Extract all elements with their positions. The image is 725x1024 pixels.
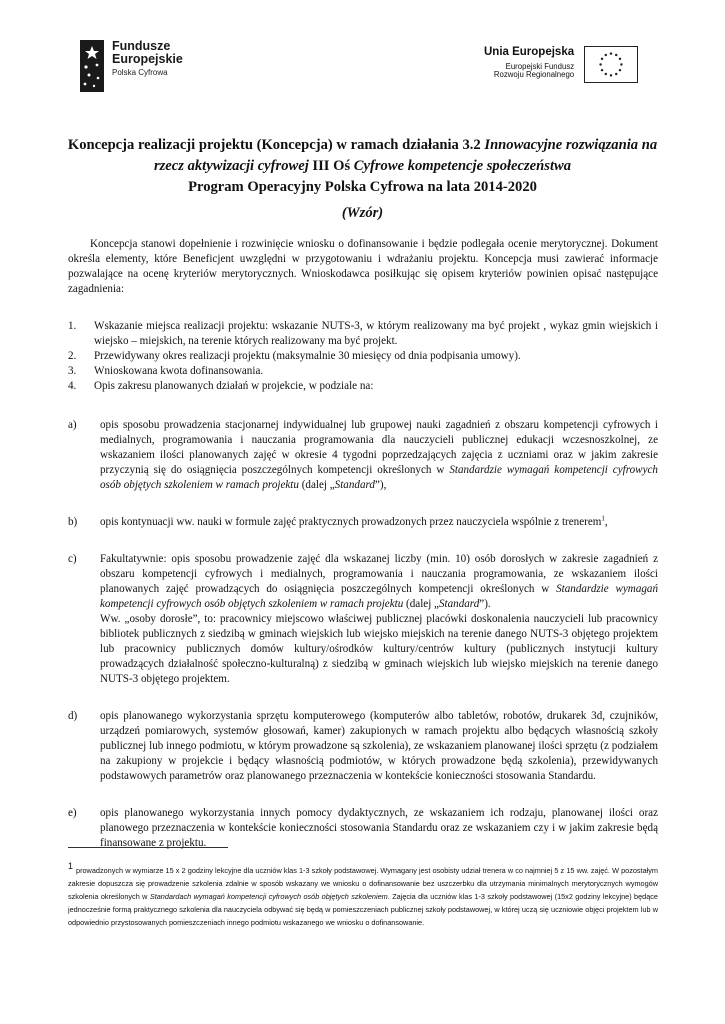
footnote-text: . Zajęcia dla uczniów klas 1-3 szkoły podstawowej (15x2 godziny lekcyjne) będące jednocześnie formą praktycznego szkolenia dla nauczyciela odbywać się będą w pomieszczeniach publicznej szkoły podstawowej, w której uczą się uczniowie objęci projektem lub w odpowiednio przystosowanych pomieszczeniach innego podmiotu wskazanego we wniosku o dofinansowanie. [68, 892, 658, 927]
list-item [68, 379, 658, 394]
item-e [68, 806, 658, 851]
list-item [68, 349, 658, 364]
document-body [68, 237, 658, 851]
document-title [60, 135, 665, 198]
footnote-ref[interactable]: 1 [601, 514, 605, 523]
footnote-mark: 1 [68, 861, 74, 871]
title-part2-italic: Cyfrowe kompetencje społeczeństwa [353, 158, 572, 174]
list-item [68, 319, 658, 349]
ue-line1: Unia Europejska [484, 46, 575, 58]
item-text: opis sposobu prowadzenia stacjonarnej indywidualnej lub grupowej nauki zagadnień z obszaru kompetencji cyfrowych i medialnych, programowania i nauczania programowania dla nauczycieli publicznej edukacji wczesnoszkolnej, ze wskazaniem ilości planowanych zajęć w okresie 4 tygodni poprzedzających zajęcia z uczniami oraz w jakim zakresie przyczynią się do osiągnięcia poszczególnych kompetencji określonych w [100, 419, 658, 476]
item-text: , [604, 516, 608, 528]
item-letter: d) [68, 710, 78, 722]
item-text: opis kontynuacji ww. nauki w formule zajęć praktycznych prowadzonych przez nauczyciela wspólnie z trenerem [100, 516, 602, 528]
eu-flag-icon [584, 46, 638, 83]
item-letter: b) [68, 516, 78, 528]
item-letter: a) [68, 419, 77, 431]
item-text: Ww. „osoby dorosłe”, to: pracownicy miejscowo właściwej publicznej placówki doskonalenia nauczycieli lub pracownicy bibliotek publicznych z siedzibą w gminach wiejskich lub wiejsko miejskich na terenie danego NUTS-3 objętego projektem lub pracownicy publicznych domów kultury/ośrodków kultury/centrów kultury (publicznych instytucji kultury prowadzących działalność społeczno-kulturalną) z siedzibą w gminach wiejskich lub wiejsko miejskich na terenie danego NUTS-3 objętego projektem. [100, 613, 658, 685]
fe-line3: Polska Cyfrowa [112, 68, 168, 78]
item-letter: e) [68, 807, 77, 819]
item-text-italic: Standard [334, 479, 375, 491]
item-d [68, 709, 658, 784]
fe-star-logo-icon [80, 40, 104, 92]
document-subtitle: (Wzór) [341, 205, 384, 221]
numbered-list [68, 319, 658, 394]
title-part2: III Oś [308, 158, 354, 174]
ue-logo-text [484, 46, 574, 80]
list-number: 3. [68, 365, 77, 377]
item-text: Fakultatywnie: opis sposobu prowadzenie zajęć dla wskazanej liczby (min. 10) osób dorosłych w zakresie zagadnień z obszaru kompetencji cyfrowych i medialnych, programowania i nauczania programowania, ze wskazaniem ilości planowanych zajęć prowadzących do osiągnięcia poszczególnych kompetencji określonych w [100, 553, 658, 595]
unia-europejska-logo [484, 46, 638, 83]
list-number: 1. [68, 320, 77, 332]
footnote-text: prowadzonych w wymiarze 15 x 2 godziny lekcyjne dla uczniów klas 1-3 szkoły podstawowej. Wymagany jest osobisty udział trenera w co najmniej 5 z 15 ww. zajęć. W pozostałym zakresie dopuszcza się prowadzenie szkolenia zdalnie w sposób wskazany we wniosku o dofinansowanie bez uszczerbku dla utrzymania minimalnych merytorycznych wymogów szkolenia określonych w [68, 866, 658, 901]
item-letter: c) [68, 553, 77, 565]
item-text: opis planowanego wykorzystania innych pomocy dydaktycznych, ze wskazaniem ich rodzaju, planowanej ilości oraz planowego przeznaczenia w kontekście konieczności stosowania Standardu oraz ze wskazaniem czy i w jakim zakresie będą finansowane z projektu. [100, 807, 658, 849]
item-text: (dalej „ [403, 598, 439, 610]
title-part1-italic: Innowacyjne rozwiązania na rzecz aktywizacji cyfrowej [153, 137, 658, 174]
fe-line2: Europejskie [112, 52, 183, 67]
footnote-separator [68, 847, 228, 848]
ue-line2: Europejski Fundusz [505, 61, 575, 71]
list-item-text: Przewidywany okres realizacji projektu (maksymalnie 30 miesięcy od dnia podpisania umowy). [94, 350, 521, 362]
lettered-list [68, 418, 658, 851]
item-text-italic: Standardzie wymagań kompetencji cyfrowych osób objętych szkoleniem w ramach projektu [100, 583, 659, 610]
title-line3: Program Operacyjny Polska Cyfrowa na lata 2014-2020 [188, 179, 537, 195]
footnote-text-italic: Standardach wymagań kompetencji cyfrowych osób objętych szkoleniem [149, 892, 388, 901]
item-text-italic: Standard [438, 598, 480, 610]
list-number: 4. [68, 380, 77, 392]
ue-line3: Rozwoju Regionalnego [493, 70, 575, 80]
item-a [68, 418, 658, 493]
list-number: 2. [68, 350, 77, 362]
intro-paragraph: Koncepcja stanowi dopełnienie i rozwinięcie wniosku o dofinansowanie i będzie podlegała ocenie merytorycznej. Dokument określa elementy, które Beneficjent uwzględni w przygotowaniu i wdrażaniu projektu. Koncepcja musi zawierać informacje pozwalające na ocenę kryteriów merytorycznych. Wnioskodawca posiłkując się opisem kryteriów powinien opisać następujące zagadnienia: [68, 238, 658, 295]
item-text: ”). [479, 598, 491, 610]
item-b [68, 515, 658, 530]
footnote [68, 860, 658, 929]
list-item-text: Wskazanie miejsca realizacji projektu: wskazanie NUTS-3, w którym realizowany ma być projekt , wykaz gmin wiejskich i wiejsko – miejskich, na terenie których realizowany ma być projekt. [94, 320, 658, 347]
list-item [68, 364, 658, 379]
item-text: opis planowanego wykorzystania sprzętu komputerowego (komputerów albo tabletów, robotów, drukarek 3d, czujników, urządzeń pomiarowych, systemów głosowań, kamer) zakupionych w ramach projektu albo będących własnością szkoły publicznej lub innego podmiotu, w którym prowadzone są szkolenia), ze wskazaniem planowanej ilości sprzętu (z podziałem na zakupiony w projekcie i będący własnością podmiotów, w których prowadzone będą szkolenia), przewidywanych podstawowych parametrów oraz planowanego przeznaczenia w kontekście konieczności stosowania Standardu. [100, 710, 658, 782]
item-c [68, 552, 658, 687]
fundusze-europejskie-logo [80, 40, 183, 92]
fe-line1: Fundusze [112, 39, 171, 53]
item-text-italic: Standardzie wymagań kompetencji cyfrowych osób objętych szkoleniem w ramach projektu [100, 464, 658, 491]
item-text: ”), [374, 479, 387, 491]
list-item-text: Wnioskowana kwota dofinansowania. [94, 365, 264, 377]
fe-logo-text [112, 40, 183, 78]
title-part1: Koncepcja realizacji projektu (Koncepcja) w ramach działania 3.2 [67, 137, 485, 153]
item-text: (dalej „ [298, 479, 335, 491]
list-item-text: Opis zakresu planowanych działań w projekcie, w podziale na: [94, 380, 374, 392]
